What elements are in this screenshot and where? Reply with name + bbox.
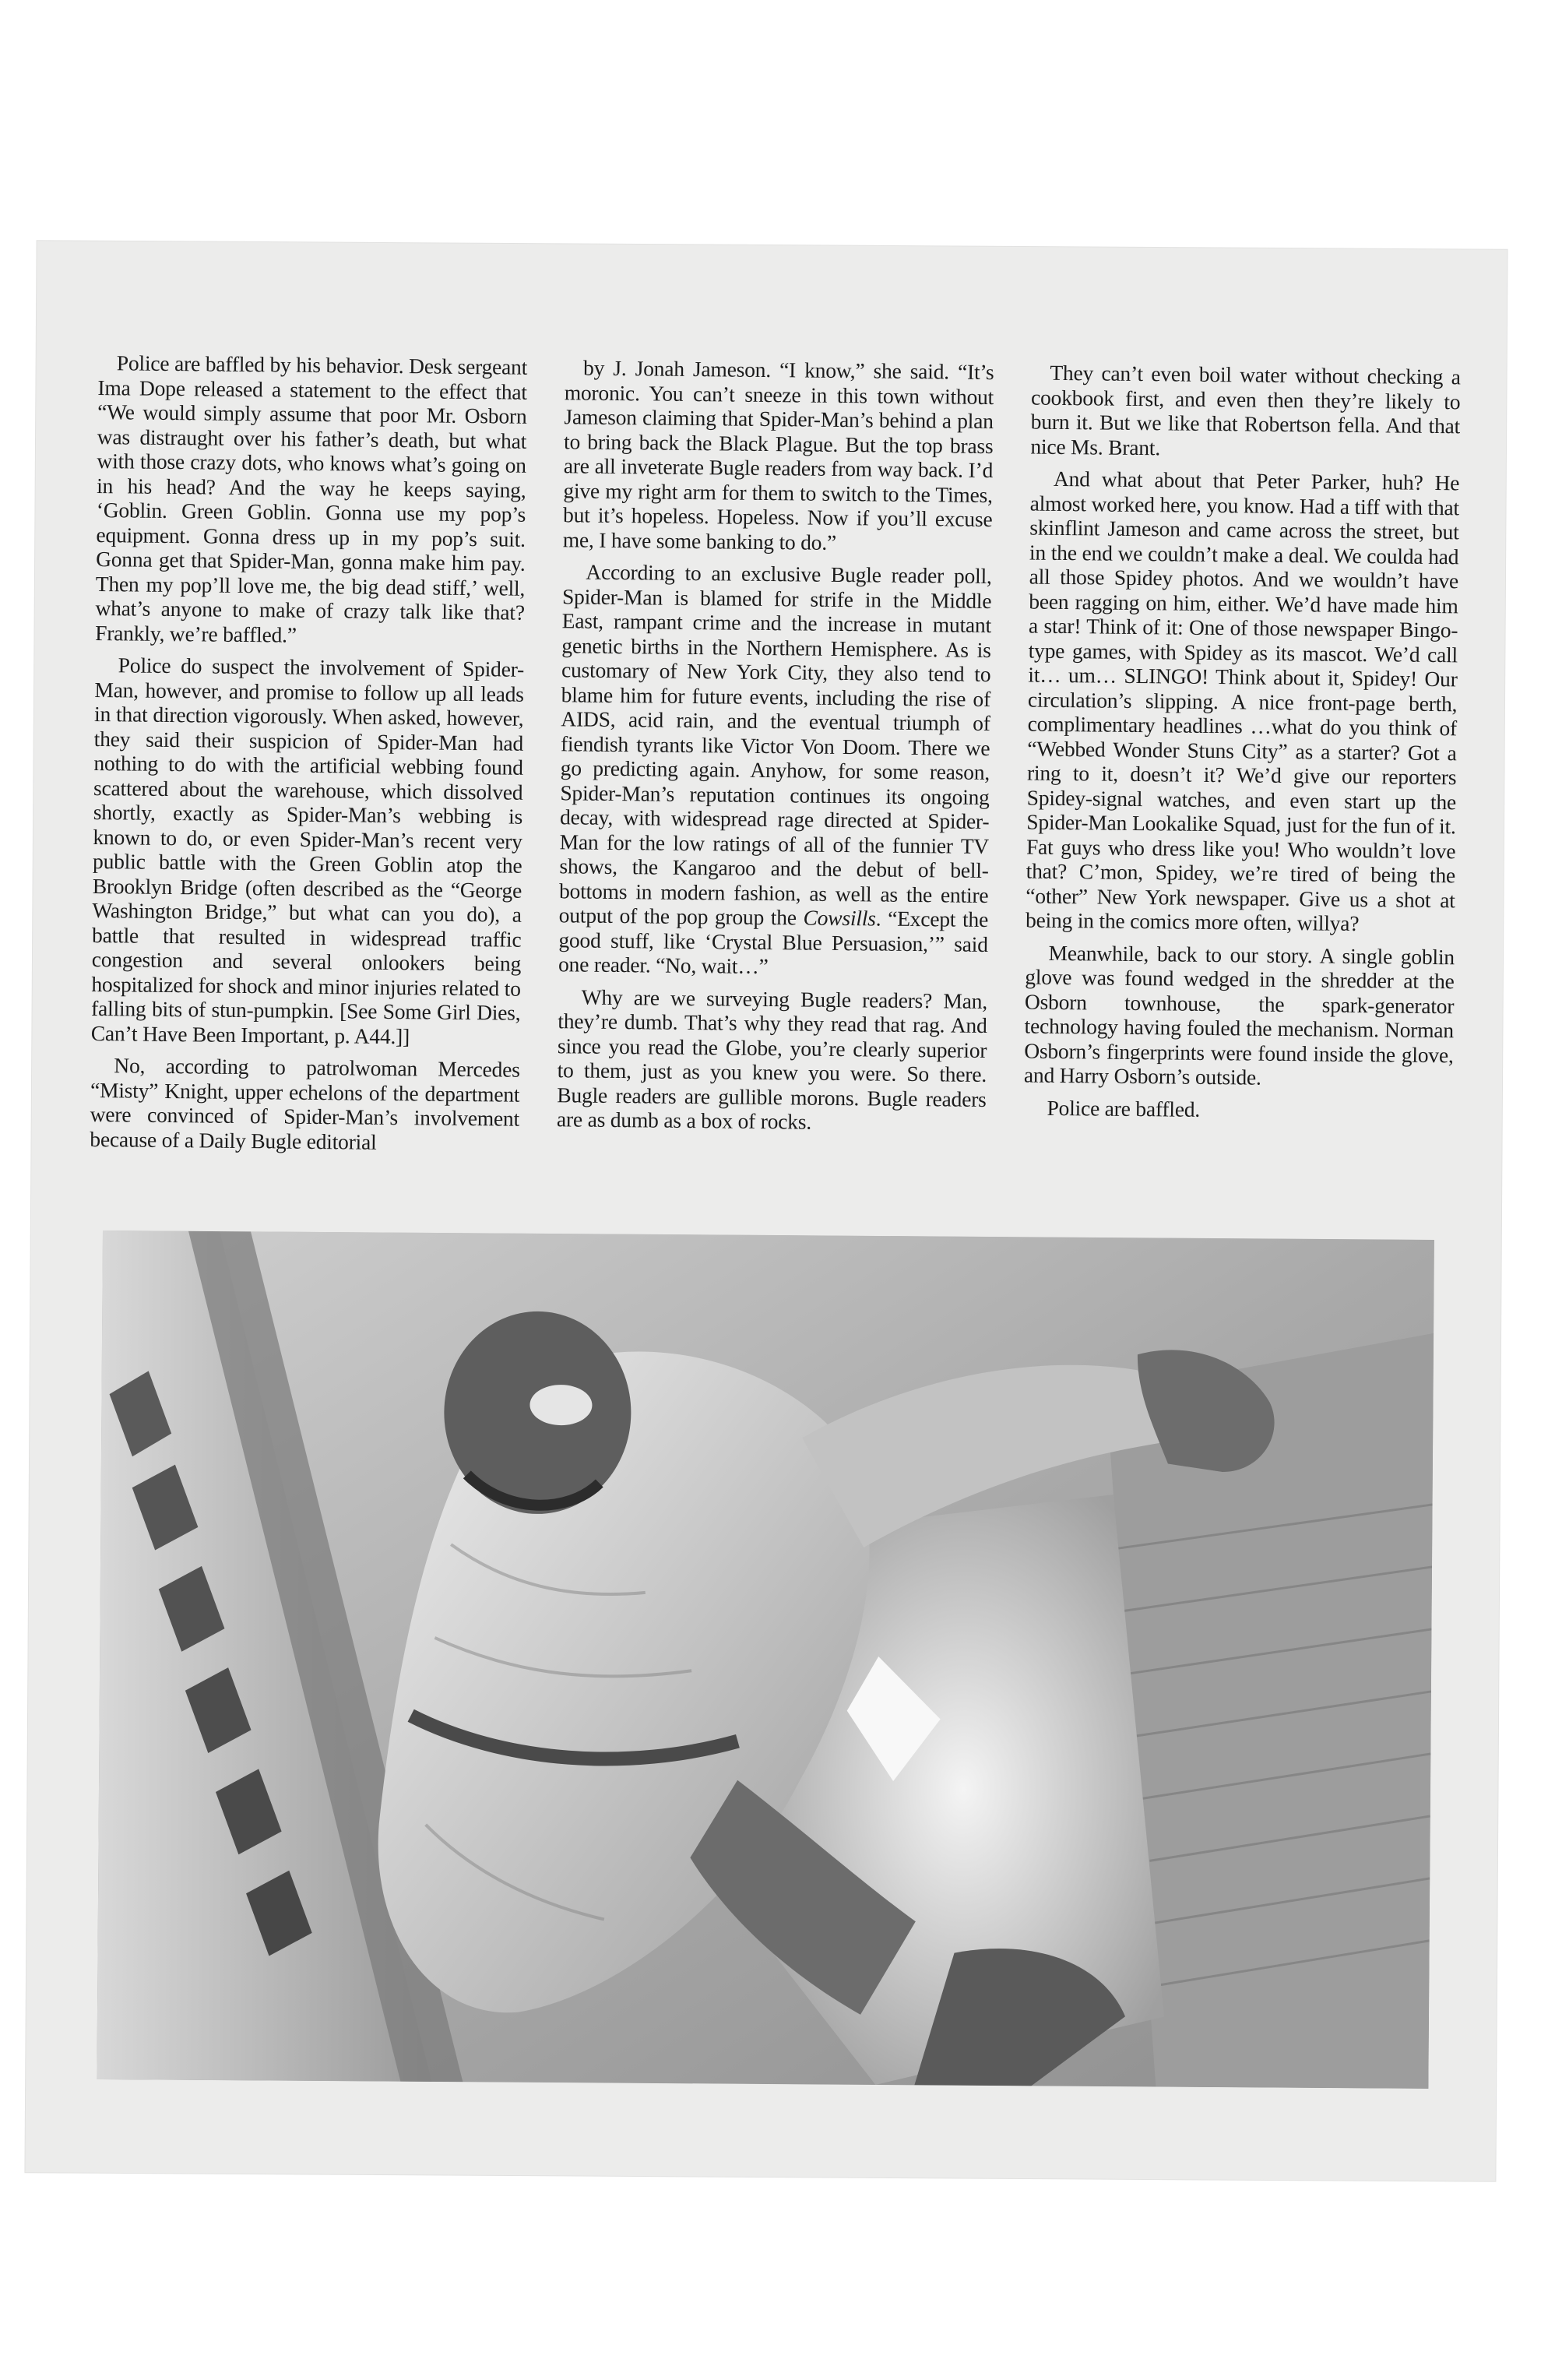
- article-column-3: [1022, 361, 1461, 1245]
- paragraph: And what about that Peter Parker, huh? He almost worked here, you know. Had a tiff with that skinflint Jameson and came across the street, but in the end we couldn’t make a deal. We coulda had all those Spidey photos. And we wouldn’t have been ragging on him, either. We’d have made him a star! Think of it: One of those newspaper Bingo-type games, with Spidey as its mascot. We’d call it… um… SLINGO! Think about it, Spidey! Our circulation’s slipping. A nice front-page berth, complimentary headlines …what do you think of “Webbed Wonder Stuns City” as a starter? Got a ring to it, doesn’t it? We’d give our reporters Spidey-signal watches, and even start up the Spider-Man Lookalike Squad, just for the fun of it. Fat guys who dress like you! Who wouldn’t love that? C’mon, Spidey, we’re tired of being the “other” New York newspaper. Give us a shot at being in the comics more often, willya?: [1025, 466, 1460, 935]
- paragraph-text: According to an exclusive Bugle reader poll, Spider-Man is blamed for strife in the Middle East, rampant crime and the increase in mutant genetic births in the Northern Hemisphere. As is customary of New York City, they also tend to blame him for future events, including the rise of AIDS, acid rain, and the eventual triumph of fiendish tyrants like Victor Von Doom. There we go predicting again. Anyhow, for some reason, Spider-Man’s reputation continues its ongoing decay, with widespread rage directed at Spider-Man for the low ratings of all of the funnier TV shows, the Kangaroo and the debut of bell-bottoms in modern fashion, as well as the entire output of the pop group the: [558, 559, 992, 930]
- paragraph: Police do suspect the involvement of Spider-Man, however, and promise to follow up all leads in that direction vigorously. When asked, however, they said their suspicion of Spider-Man had nothing to do with the artificial webbing found scattered about the warehouse, which dissolved shortly, exactly as Spider-Man’s webbing is known to do, or even Spider-Man’s recent very public battle with the Green Goblin atop the Brooklyn Bridge (often described as the “George Washington Bridge,” but what can you do), a battle that resulted in widespread traffic congestion and several onlookers being hospitalized for shock and minor injuries related to falling bits of stun-pumpkin. [See Some Girl Dies, Can’t Have Been Important, p. A44.]]: [90, 653, 525, 1048]
- illustration: [97, 1230, 1434, 2089]
- paragraph-text: . “Except the good stuff, like ‘Crystal Blue Persuasion,’” said one reader. “No, wait…”: [558, 906, 989, 979]
- paragraph: No, according to patrolwoman Mercedes “Misty” Knight, upper echelons of the department were convinced of Spider-Man’s involvement because of a Daily Bugle editorial: [90, 1053, 520, 1154]
- paragraph: They can’t even boil water without checking a cookbook first, and even then they’re likely to burn it. But we like that Robertson fella. And that nice Ms. Brant.: [1030, 360, 1461, 459]
- paragraph: Why are we surveying Bugle readers? Man, they’re dumb. That’s why they read that rag. And since you read the Globe, you’re clearly superior to them, just as you knew you were. So there. Bugle readers are gullible morons. Bugle readers are as dumb as a box of rocks.: [556, 984, 988, 1134]
- band-name: Cowsills: [803, 905, 876, 931]
- paragraph: Police are baffled by his behavior. Desk sergeant Ima Dope released a statement to the effect that “We would simply assume that poor Mr. Osborn was distraught over his father’s death, but what with those crazy dots, who knows what’s going on in his head? And the way he keeps saying, ‘Goblin. Green Goblin. Gonna use my pop’s equipment. Gonna dress up in my pop’s suit. Gonna get that Spider-Man, gonna make him pay. Then my pop’ll love me, the big dead stiff,’ well, what’s anyone to make of crazy talk like that? Frankly, we’re baffled.”: [95, 350, 528, 647]
- paragraph: [558, 559, 992, 981]
- paragraph: by J. Jonah Jameson. “I know,” she said. “It’s moronic. You can’t sneeze in this town without Jameson claiming that Spider-Man’s behind a plan to bring back the Black Plague. But the top brass are all inveterate Bugle readers from way back. I’d give my right arm for them to switch to the Times, but it’s hopeless. Hopeless. Now if you’ll excuse me, I have some banking to do.”: [562, 355, 994, 555]
- article-column-2: [555, 355, 994, 1240]
- article-columns: [89, 350, 1461, 1245]
- paragraph: Police are baffled.: [1047, 1095, 1201, 1121]
- article-column-1: [89, 350, 527, 1235]
- illustration-painting: [97, 1230, 1434, 2089]
- paragraph: Meanwhile, back to our story. A single goblin glove was found wedged in the shredder at the Osborn townhouse, the spark-generator technology having fouled the mechanism. Norman Osborn’s fingerprints were found inside the glove, and Harry Osborn’s outside.: [1023, 940, 1455, 1090]
